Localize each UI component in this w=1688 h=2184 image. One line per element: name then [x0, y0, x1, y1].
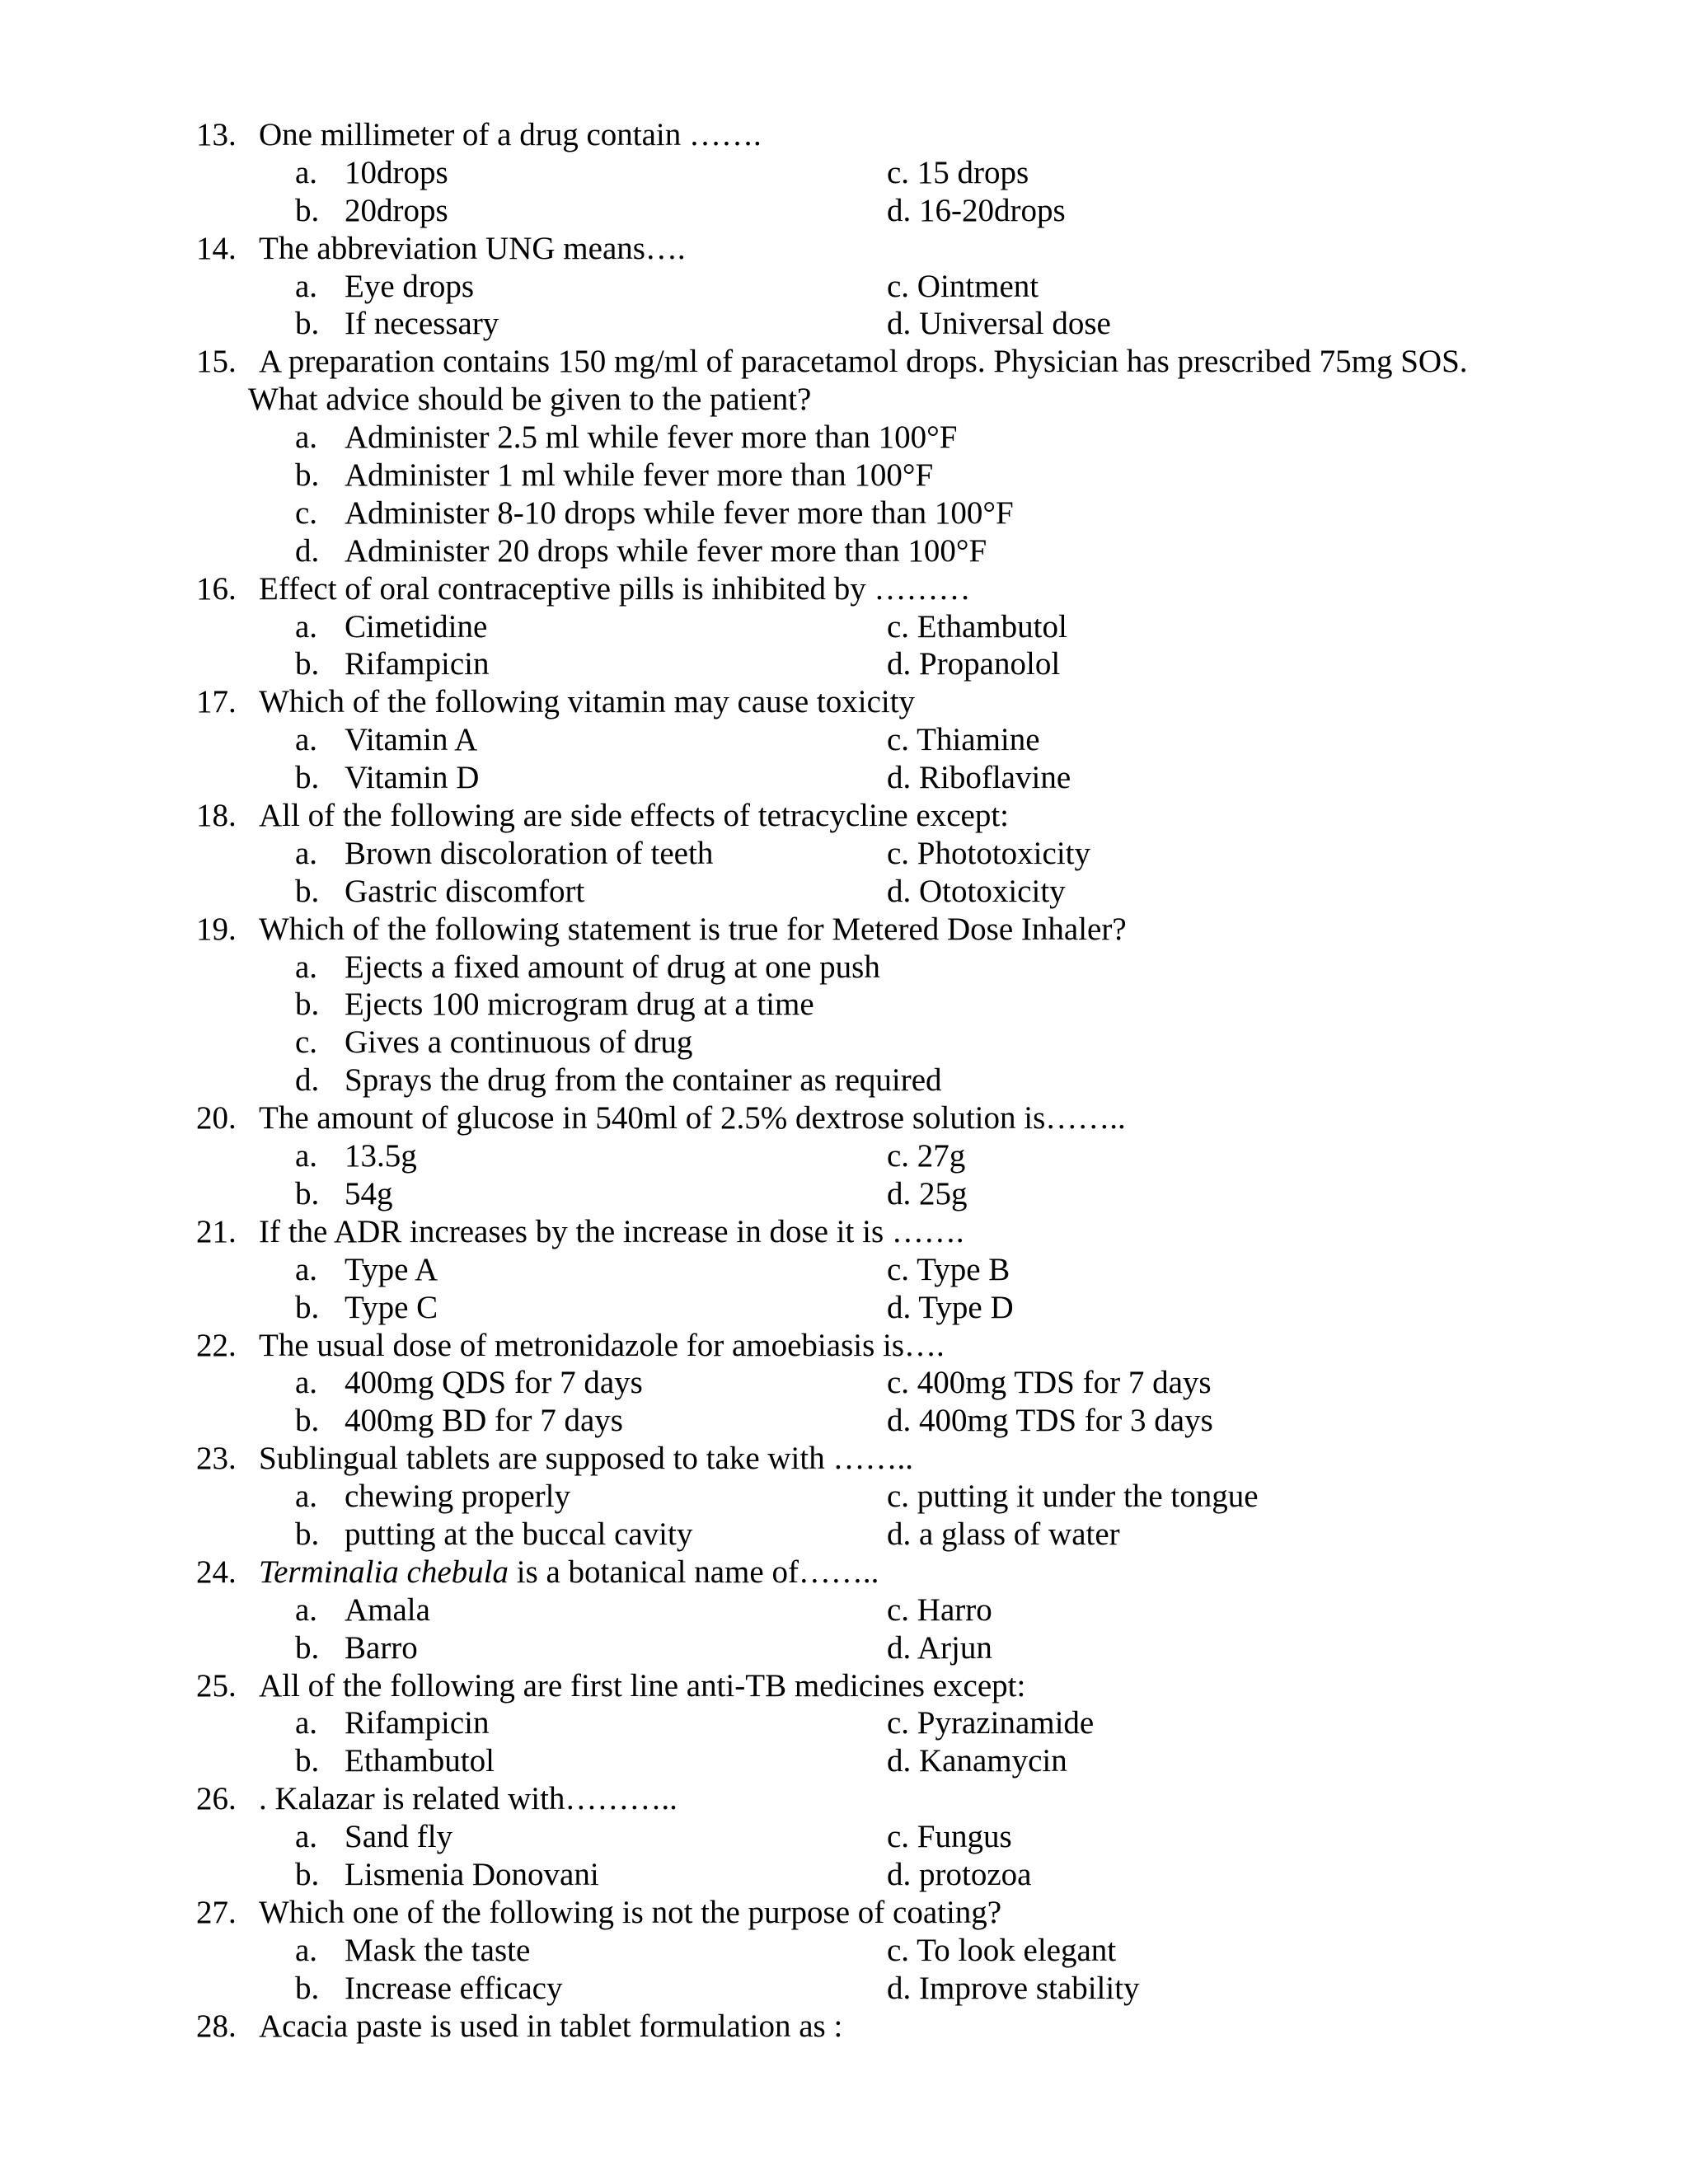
italic-term: Terminalia chebula — [259, 1554, 509, 1590]
option-letter: b. — [295, 1629, 320, 1666]
question-text: Terminalia chebula is a botanical name of…….. — [259, 1554, 879, 1590]
question-number: 27. — [196, 1894, 237, 1930]
option-text: Gives a continuous of drug — [345, 1024, 693, 1061]
option-letter: d. — [295, 1062, 320, 1099]
option-text: If necessary — [345, 306, 499, 342]
question-stem — [0, 683, 1688, 721]
option-letter: c. — [295, 494, 318, 531]
option-letter: b. — [295, 987, 320, 1023]
question-item — [0, 1213, 1688, 1327]
option-text: Administer 8-10 drops while fever more than 100°F — [345, 494, 1014, 531]
question-number: 15. — [196, 344, 237, 380]
question-stem — [0, 1780, 1688, 1818]
option-letter: a. — [295, 722, 318, 758]
question-stem — [0, 1667, 1688, 1705]
question-text: Effect of oral contraceptive pills is inhibited by ……… — [259, 570, 971, 607]
question-list — [0, 116, 1688, 2045]
option-letter: a. — [295, 1819, 318, 1855]
option-row — [0, 154, 1688, 192]
question-text: A preparation contains 150 mg/ml of paracetamol drops. Physician has prescribed 75mg SOS. — [259, 344, 1468, 380]
option-text: c. 400mg TDS for 7 days — [887, 1365, 1212, 1401]
question-text: One millimeter of a drug contain ……. — [259, 117, 762, 152]
option-row — [0, 1818, 1688, 1856]
option-text: putting at the buccal cavity — [345, 1516, 693, 1552]
option-letter: a. — [295, 1479, 318, 1515]
question-text: The abbreviation UNG means…. — [259, 230, 686, 266]
option-letter: a. — [295, 1591, 318, 1628]
option-text: 400mg BD for 7 days — [345, 1403, 623, 1439]
option-row — [0, 1742, 1688, 1780]
option-row — [0, 835, 1688, 873]
option-text: Sprays the drug from the container as required — [345, 1062, 942, 1099]
option-text: d. Improve stability — [887, 1970, 1140, 2006]
option-text: c. Ethambutol — [887, 608, 1067, 644]
option-text: c. Ointment — [887, 268, 1039, 304]
option-letter: b. — [295, 646, 320, 682]
question-stem — [0, 1440, 1688, 1478]
option-text: Vitamin A — [345, 722, 478, 758]
option-text: Ejects a fixed amount of drug at one push — [345, 949, 880, 985]
option-text: Administer 2.5 ml while fever more than 100°F — [345, 419, 958, 456]
option-text: 400mg QDS for 7 days — [345, 1365, 643, 1401]
option-row — [0, 532, 1688, 570]
option-row — [0, 608, 1688, 646]
question-number: 26. — [196, 1781, 237, 1817]
option-row — [0, 419, 1688, 457]
option-row — [0, 949, 1688, 987]
option-text: Type A — [345, 1251, 438, 1287]
option-letter: a. — [295, 1251, 318, 1287]
option-row — [0, 1251, 1688, 1289]
option-text: Administer 20 drops while fever more than 100°F — [345, 532, 987, 569]
question-item — [0, 797, 1688, 911]
question-stem — [0, 1894, 1688, 1932]
option-row — [0, 1516, 1688, 1554]
option-letter: a. — [295, 835, 318, 871]
option-text: Vitamin D — [345, 760, 480, 796]
option-letter: a. — [295, 419, 318, 456]
question-item — [0, 1894, 1688, 2008]
option-letter: a. — [295, 1365, 318, 1401]
option-text: d. Universal dose — [887, 306, 1111, 342]
option-row — [0, 986, 1688, 1024]
option-text: Sand fly — [345, 1819, 453, 1855]
question-text: All of the following are side effects of tetracycline except: — [259, 798, 1009, 834]
option-row — [0, 1478, 1688, 1516]
option-row — [0, 645, 1688, 683]
question-number: 14. — [196, 230, 237, 266]
question-item — [0, 1667, 1688, 1781]
option-row — [0, 1402, 1688, 1440]
question-item — [0, 343, 1688, 569]
option-row — [0, 305, 1688, 343]
option-text: Barro — [345, 1629, 418, 1666]
option-letter: a. — [295, 154, 318, 190]
option-text: 13.5g — [345, 1138, 417, 1174]
option-text: Ethambutol — [345, 1743, 495, 1779]
question-number: 20. — [196, 1100, 237, 1137]
option-text: Rifampicin — [345, 646, 490, 682]
question-stem — [0, 797, 1688, 835]
option-letter: a. — [295, 608, 318, 644]
option-text: Amala — [345, 1591, 430, 1628]
option-text: c. Harro — [887, 1591, 992, 1628]
option-row — [0, 1289, 1688, 1327]
question-text: . Kalazar is related with……….. — [259, 1781, 678, 1817]
option-letter: b. — [295, 1970, 320, 2006]
option-text: Rifampicin — [345, 1705, 490, 1741]
option-text: Gastric discomfort — [345, 873, 585, 909]
option-letter: c. — [295, 1024, 318, 1061]
question-text: Which of the following statement is true for Metered Dose Inhaler? — [259, 911, 1127, 947]
option-row — [0, 1932, 1688, 1970]
question-number: 17. — [196, 684, 237, 720]
question-number: 19. — [196, 911, 237, 947]
option-text: Administer 1 ml while fever more than 100°F — [345, 457, 934, 494]
question-text: Which of the following vitamin may cause toxicity — [259, 684, 916, 720]
option-letter: d. — [295, 532, 320, 569]
option-text: c. putting it under the tongue — [887, 1479, 1259, 1515]
option-row — [0, 192, 1688, 230]
option-text: c. 15 drops — [887, 154, 1029, 190]
option-row — [0, 1704, 1688, 1742]
option-row — [0, 1024, 1688, 1062]
question-item — [0, 683, 1688, 797]
option-row — [0, 1175, 1688, 1213]
option-text: d. 400mg TDS for 3 days — [887, 1403, 1213, 1439]
question-text: If the ADR increases by the increase in dose it is ……. — [259, 1213, 964, 1249]
question-stem — [0, 230, 1688, 268]
option-row — [0, 873, 1688, 911]
question-item — [0, 116, 1688, 230]
option-letter: b. — [295, 192, 320, 228]
option-letter: b. — [295, 1743, 320, 1779]
option-text: d. Arjun — [887, 1629, 992, 1666]
option-letter: b. — [295, 1175, 320, 1212]
option-text: d. Propanolol — [887, 646, 1061, 682]
option-text: Lismenia Donovani — [345, 1856, 599, 1892]
option-row — [0, 268, 1688, 306]
option-text: 20drops — [345, 192, 448, 228]
option-text: d. Riboflavine — [887, 760, 1071, 796]
question-stem — [0, 1327, 1688, 1365]
option-row — [0, 1970, 1688, 2008]
option-text: Brown discoloration of teeth — [345, 835, 714, 871]
question-number: 25. — [196, 1667, 237, 1704]
question-stem — [0, 343, 1688, 381]
option-text: Increase efficacy — [345, 1970, 563, 2006]
question-stem — [0, 1099, 1688, 1137]
question-text: All of the following are first line anti-TB medicines except: — [259, 1667, 1026, 1704]
question-text: Which one of the following is not the purpose of coating? — [259, 1894, 1002, 1930]
question-number: 23. — [196, 1441, 237, 1477]
option-text: d. 25g — [887, 1175, 968, 1212]
option-letter: a. — [295, 1138, 318, 1174]
question-stem — [0, 2008, 1688, 2046]
question-text: Sublingual tablets are supposed to take with …….. — [259, 1441, 913, 1477]
option-text: d. protozoa — [887, 1856, 1032, 1892]
option-row — [0, 1591, 1688, 1629]
option-text: Ejects 100 microgram drug at a time — [345, 987, 814, 1023]
option-text: d. Ototoxicity — [887, 873, 1066, 909]
option-text: c. Fungus — [887, 1819, 1012, 1855]
option-text: d. Kanamycin — [887, 1743, 1067, 1779]
option-text: d. a glass of water — [887, 1516, 1120, 1552]
question-text: The amount of glucose in 540ml of 2.5% dextrose solution is…….. — [259, 1100, 1126, 1137]
option-letter: b. — [295, 457, 320, 494]
option-text: c. 27g — [887, 1138, 966, 1174]
question-stem — [0, 570, 1688, 608]
question-text: The usual dose of metronidazole for amoebiasis is…. — [259, 1327, 945, 1363]
question-stem — [0, 911, 1688, 949]
option-text: c. Phototoxicity — [887, 835, 1090, 871]
option-letter: b. — [295, 760, 320, 796]
option-text: d. 16-20drops — [887, 192, 1066, 228]
option-row — [0, 1137, 1688, 1175]
question-number: 18. — [196, 798, 237, 834]
question-number: 16. — [196, 570, 237, 607]
option-letter: b. — [295, 1856, 320, 1892]
option-row — [0, 457, 1688, 494]
option-text: 10drops — [345, 154, 448, 190]
option-text: c. Pyrazinamide — [887, 1705, 1095, 1741]
option-text: chewing properly — [345, 1479, 570, 1515]
question-item — [0, 1554, 1688, 1667]
question-number: 22. — [196, 1327, 237, 1363]
option-text: Cimetidine — [345, 608, 488, 644]
question-stem-continued — [0, 381, 1688, 419]
option-row — [0, 759, 1688, 797]
question-item — [0, 1099, 1688, 1213]
option-text: c. Type B — [887, 1251, 1010, 1287]
option-row — [0, 1856, 1688, 1894]
question-text: Acacia paste is used in tablet formulation as : — [259, 2008, 843, 2044]
question-number: 13. — [196, 117, 237, 152]
question-item — [0, 1780, 1688, 1894]
question-item — [0, 911, 1688, 1099]
option-row — [0, 721, 1688, 759]
option-row — [0, 1629, 1688, 1667]
option-letter: a. — [295, 1705, 318, 1741]
question-item — [0, 1327, 1688, 1441]
option-text: Type C — [345, 1289, 438, 1325]
option-text: Mask the taste — [345, 1932, 531, 1968]
option-text: c. To look elegant — [887, 1932, 1117, 1968]
option-letter: b. — [295, 1403, 320, 1439]
option-row — [0, 494, 1688, 532]
question-text: What advice should be given to the patient? — [248, 382, 812, 418]
question-number: 24. — [196, 1554, 237, 1590]
option-letter: b. — [295, 1516, 320, 1552]
question-number: 28. — [196, 2008, 237, 2044]
question-stem — [0, 116, 1688, 154]
question-item — [0, 2008, 1688, 2046]
question-stem — [0, 1213, 1688, 1251]
option-letter: a. — [295, 949, 318, 985]
question-item — [0, 570, 1688, 684]
option-row — [0, 1364, 1688, 1402]
option-text: d. Type D — [887, 1289, 1014, 1325]
option-row — [0, 1062, 1688, 1099]
question-number: 21. — [196, 1213, 237, 1249]
question-stem — [0, 1554, 1688, 1591]
option-letter: b. — [295, 873, 320, 909]
option-text: 54g — [345, 1175, 393, 1212]
option-text: c. Thiamine — [887, 722, 1040, 758]
option-letter: b. — [295, 1289, 320, 1325]
option-letter: b. — [295, 306, 320, 342]
question-item — [0, 1440, 1688, 1554]
question-item — [0, 230, 1688, 344]
option-text: Eye drops — [345, 268, 475, 304]
option-letter: a. — [295, 268, 318, 304]
option-letter: a. — [295, 1932, 318, 1968]
